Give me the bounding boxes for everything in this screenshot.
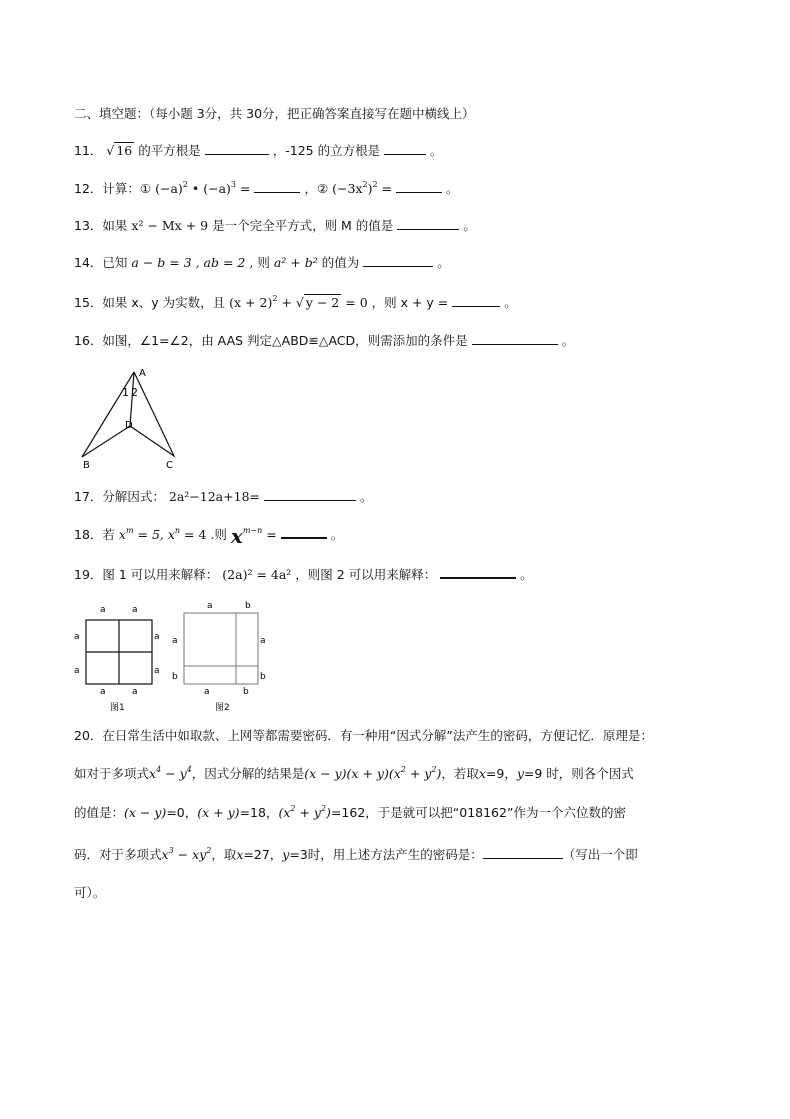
svg-text:a: a: [132, 605, 138, 615]
q14-text2: 的值为: [321, 255, 360, 270]
q18-mid: = 5, x: [133, 527, 175, 542]
fig-label-angle1: 1: [122, 386, 129, 399]
svg-text:b: b: [245, 601, 251, 611]
q18-number: 18．若: [74, 527, 115, 542]
q18-mid2: = 4 .则: [180, 527, 227, 542]
svg-text:a: a: [154, 666, 160, 676]
q20-line3: 的值是：(x − y)=0，(x + y)=18，$(x^2 + y^2)=162$，于是就可以把“018162”作为一个六位数的密: [74, 804, 626, 820]
q18-eq: =: [266, 527, 277, 542]
q12-expr-b1: (−3x: [332, 181, 363, 196]
svg-text:b: b: [243, 687, 249, 697]
q15-blank[interactable]: [452, 294, 500, 307]
q16-text: 16．如图，∠1=∠2，由 AAS 判定△ABD≌△ACD，则需添加的条件是: [74, 333, 468, 348]
q18-end: 。: [330, 527, 344, 542]
fig2-caption: 图2: [215, 703, 230, 713]
fig1-caption: 图1: [110, 703, 125, 713]
q19-blank[interactable]: [440, 565, 516, 579]
svg-text:a: a: [154, 632, 160, 642]
question-11: [74, 142, 443, 160]
question-18: 18．若 $x^m = 5$, $x^n = 4$ .则 $x^{m-n}$ = 。: [74, 524, 344, 548]
q19-end: 。: [520, 567, 533, 582]
q14-blank[interactable]: [363, 254, 433, 267]
q19-number: 19．图 1 可以用来解释：: [74, 567, 219, 582]
q13-blank[interactable]: [397, 217, 459, 230]
q14-end: 。: [437, 255, 450, 270]
q17-blank[interactable]: [264, 488, 356, 501]
svg-text:a: a: [100, 687, 106, 697]
q18-x1: x: [118, 527, 126, 542]
q14-expr: a − b = 3 , ab = 2 ,: [131, 255, 254, 270]
question-14: [74, 254, 450, 272]
q16-end: 。: [561, 333, 575, 348]
q11-blank-1[interactable]: [205, 142, 269, 155]
q12-eq1: =: [240, 181, 255, 196]
q13-number: 13．如果: [74, 218, 128, 233]
q17-expr: 2a²−12a+18=: [168, 489, 260, 504]
q11-text1: 的平方根是: [138, 143, 201, 158]
q11-sqrt: √ 16: [106, 143, 133, 158]
question-12: 12．计算：① $(-a)^2$ • $(-a)^3$ = ，② $(-3x^2)^2$ = 。: [74, 180, 459, 196]
q11-text2: ，-125 的立方根是: [272, 143, 381, 158]
q12-eq2: =: [381, 181, 393, 196]
q20-line4: 码．对于多项式$x^3 - xy^2$，取x=27，y=3时，用上述方法产生的密码是： （写出一个即: [74, 846, 638, 862]
q20-line1: 20．在日常生活中如取款、上网等都需要密码．有一种用“因式分解”法产生的密码，方便记忆．原理是：: [74, 728, 653, 743]
question-17: [74, 488, 372, 506]
question-15: 15．如果 x、y 为实数，且 $(x + 2)^2$ + √ y − 2 = 0 ，则 x + y = 。: [74, 294, 517, 310]
q12-sep: ，②: [304, 181, 329, 196]
q11-number: 11．: [74, 143, 103, 158]
q14-expr2: a² + b²: [273, 255, 318, 270]
q11-blank-2[interactable]: [384, 142, 426, 155]
q15-end: 。: [504, 295, 517, 310]
q16-blank[interactable]: [472, 332, 558, 345]
q20-line2: 如对于多项式$x^4 - y^4$，因式分解的结果是$(x - y)(x + y)(x^2 + y^2)$，若取x=9，y=9 时，则各个因式: [74, 765, 634, 781]
fig-label-angle2: 2: [131, 386, 138, 399]
q15-plus: +: [281, 295, 296, 310]
q18-blank[interactable]: [281, 525, 327, 539]
q12-expr-a1: (−a): [155, 181, 183, 196]
svg-text:a: a: [204, 687, 210, 697]
q11-end: 。: [430, 143, 443, 158]
q12-expr-b2: ): [367, 181, 373, 196]
svg-text:a: a: [132, 687, 138, 697]
svg-text:a: a: [172, 636, 178, 646]
svg-text:a: a: [207, 601, 213, 611]
q20-line5: 可）。: [74, 885, 106, 900]
q19-expr: (2a)² = 4a²: [222, 567, 292, 582]
svg-text:b: b: [172, 672, 178, 682]
question-16: [74, 332, 574, 350]
q14-number: 14．已知: [74, 255, 128, 270]
svg-text:a: a: [74, 632, 80, 642]
q16-triangle-figure: [72, 364, 192, 472]
q17-number: 17．分解因式：: [74, 489, 165, 504]
q15-expr1: (x + 2): [229, 295, 273, 310]
q12-blank-1[interactable]: [254, 180, 300, 193]
q13-end: 。: [463, 218, 476, 233]
svg-text:a: a: [74, 666, 80, 676]
q17-end: 。: [359, 489, 373, 504]
q12-expr-a2: (−a): [203, 181, 231, 196]
q19-text: ，则图 2 可以用来解释：: [295, 567, 437, 582]
q12-end: 。: [446, 181, 459, 196]
question-13: [74, 217, 476, 235]
q15-sqrt: √ y − 2: [295, 295, 340, 310]
svg-text:a: a: [100, 605, 106, 615]
q13-text: 是一个完全平方式，则 M 的值是: [212, 218, 394, 233]
q14-text1: 则: [257, 255, 270, 270]
q13-expr: x² − Mx + 9: [131, 218, 209, 233]
q15-number: 15．如果 x、y 为实数，且: [74, 295, 226, 310]
fig-label-b: B: [83, 460, 90, 471]
q15-text: ，则 x + y =: [371, 295, 453, 310]
q18-bigx: x: [230, 524, 243, 548]
svg-text:a: a: [260, 636, 266, 646]
section-header: 二、填空题：（每小题 3分，共 30分，把正确答案直接写在题中横线上）: [74, 106, 475, 121]
q20-blank[interactable]: [483, 846, 563, 859]
fig-label-a: A: [139, 368, 146, 379]
svg-text:b: b: [260, 672, 266, 682]
q15-eq: = 0: [345, 295, 368, 310]
q12-number: 12．计算：①: [74, 181, 152, 196]
question-19: [74, 565, 533, 584]
q19-figures: [70, 598, 280, 716]
fig-label-d: D: [125, 420, 133, 431]
q12-blank-2[interactable]: [396, 180, 442, 193]
fig-label-c: C: [166, 460, 173, 471]
q12-dot: •: [191, 181, 200, 196]
